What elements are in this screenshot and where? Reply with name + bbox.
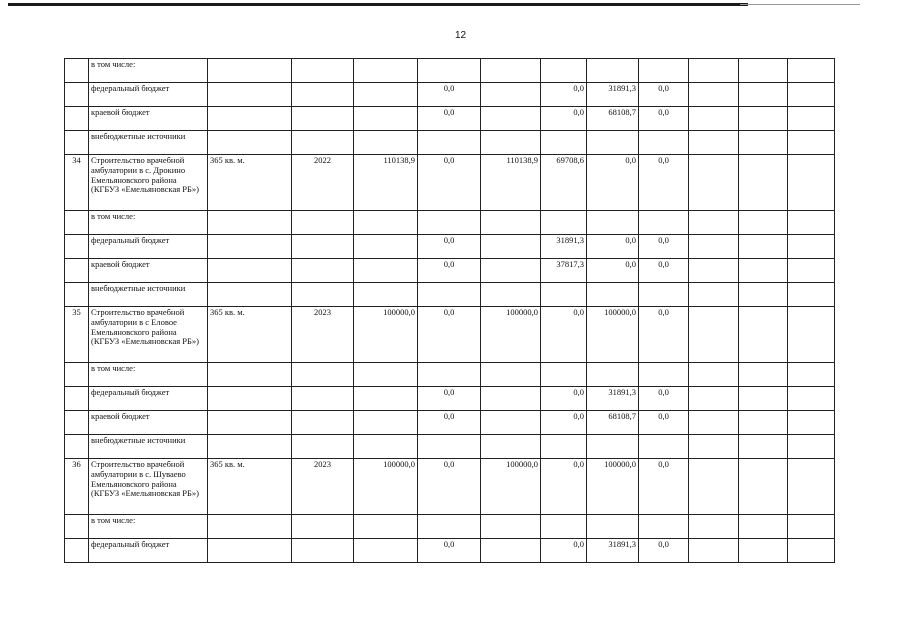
row-capacity — [208, 235, 292, 259]
row-name: федеральный бюджет — [89, 387, 208, 411]
row-value-1: 0,0 — [418, 107, 481, 131]
row-total: 110138,9 — [354, 155, 418, 211]
row-empty-1 — [689, 387, 739, 411]
page-number: 12 — [455, 30, 467, 41]
row-empty-2 — [739, 83, 788, 107]
table-row — [65, 131, 835, 155]
row-capacity — [208, 411, 292, 435]
row-value-5 — [639, 435, 689, 459]
row-value-3: 0,0 — [541, 539, 587, 563]
row-number — [65, 515, 89, 539]
row-capacity — [208, 363, 292, 387]
row-total — [354, 435, 418, 459]
row-empty-1 — [689, 539, 739, 563]
row-value-2 — [481, 59, 541, 83]
row-value-1: 0,0 — [418, 83, 481, 107]
row-empty-2 — [739, 283, 788, 307]
row-value-2 — [481, 283, 541, 307]
row-year — [292, 363, 354, 387]
row-total — [354, 387, 418, 411]
row-empty-3 — [788, 435, 835, 459]
table-row — [65, 363, 835, 387]
row-year — [292, 515, 354, 539]
table-row — [65, 59, 835, 83]
row-name: Строительство врачебной амбулатории в с. Дрокино Емельяновского района (КГБУЗ «Емельяновская РБ») — [89, 155, 208, 211]
row-value-1 — [418, 131, 481, 155]
row-empty-3 — [788, 515, 835, 539]
row-empty-1 — [689, 131, 739, 155]
row-value-4: 100000,0 — [587, 459, 639, 515]
row-empty-3 — [788, 131, 835, 155]
row-name: федеральный бюджет — [89, 539, 208, 563]
row-empty-2 — [739, 59, 788, 83]
row-name: внебюджетные источники — [89, 283, 208, 307]
row-empty-3 — [788, 107, 835, 131]
row-year — [292, 83, 354, 107]
row-empty-3 — [788, 387, 835, 411]
row-number — [65, 59, 89, 83]
row-empty-2 — [739, 363, 788, 387]
row-total — [354, 131, 418, 155]
row-value-5 — [639, 211, 689, 235]
row-name: внебюджетные источники — [89, 435, 208, 459]
row-empty-3 — [788, 539, 835, 563]
row-total: 100000,0 — [354, 459, 418, 515]
row-value-5: 0,0 — [639, 539, 689, 563]
row-capacity — [208, 211, 292, 235]
row-total — [354, 83, 418, 107]
row-value-4 — [587, 131, 639, 155]
table-row — [65, 307, 835, 363]
row-value-4: 31891,3 — [587, 539, 639, 563]
row-value-1 — [418, 363, 481, 387]
row-empty-3 — [788, 307, 835, 363]
row-number — [65, 131, 89, 155]
row-year — [292, 435, 354, 459]
row-year — [292, 259, 354, 283]
row-value-3 — [541, 283, 587, 307]
row-value-4 — [587, 515, 639, 539]
row-capacity — [208, 83, 292, 107]
row-empty-3 — [788, 459, 835, 515]
row-value-4 — [587, 283, 639, 307]
row-value-3 — [541, 59, 587, 83]
row-value-5 — [639, 59, 689, 83]
row-value-5 — [639, 363, 689, 387]
table-row — [65, 411, 835, 435]
row-capacity — [208, 283, 292, 307]
row-number — [65, 363, 89, 387]
row-value-4 — [587, 59, 639, 83]
row-empty-1 — [689, 235, 739, 259]
row-value-5: 0,0 — [639, 459, 689, 515]
row-year — [292, 387, 354, 411]
row-number — [65, 539, 89, 563]
row-value-2 — [481, 539, 541, 563]
row-capacity — [208, 435, 292, 459]
row-number: 35 — [65, 307, 89, 363]
row-value-5: 0,0 — [639, 235, 689, 259]
row-value-4: 68108,7 — [587, 107, 639, 131]
row-number — [65, 211, 89, 235]
row-total — [354, 283, 418, 307]
row-year — [292, 235, 354, 259]
row-name: Строительство врачебной амбулатории в с Еловое Емельяновского района (КГБУЗ «Емельяновская РБ») — [89, 307, 208, 363]
row-value-3: 31891,3 — [541, 235, 587, 259]
row-empty-3 — [788, 59, 835, 83]
row-year: 2023 — [292, 459, 354, 515]
row-empty-3 — [788, 83, 835, 107]
row-value-1 — [418, 211, 481, 235]
row-number: 34 — [65, 155, 89, 211]
row-value-3: 0,0 — [541, 411, 587, 435]
row-number — [65, 235, 89, 259]
row-value-3: 37817,3 — [541, 259, 587, 283]
row-number — [65, 107, 89, 131]
row-empty-1 — [689, 211, 739, 235]
row-name: федеральный бюджет — [89, 235, 208, 259]
row-value-5: 0,0 — [639, 107, 689, 131]
row-value-3: 0,0 — [541, 387, 587, 411]
row-empty-2 — [739, 411, 788, 435]
row-empty-3 — [788, 235, 835, 259]
row-value-3: 0,0 — [541, 307, 587, 363]
row-value-2 — [481, 259, 541, 283]
row-value-3 — [541, 131, 587, 155]
row-value-5: 0,0 — [639, 387, 689, 411]
row-empty-2 — [739, 387, 788, 411]
row-value-2: 100000,0 — [481, 459, 541, 515]
row-empty-2 — [739, 155, 788, 211]
row-empty-1 — [689, 59, 739, 83]
row-number: 36 — [65, 459, 89, 515]
row-total — [354, 411, 418, 435]
row-capacity — [208, 515, 292, 539]
row-capacity: 365 кв. м. — [208, 459, 292, 515]
row-value-5 — [639, 283, 689, 307]
table-row — [65, 259, 835, 283]
row-value-3: 0,0 — [541, 459, 587, 515]
row-value-5: 0,0 — [639, 83, 689, 107]
row-total: 100000,0 — [354, 307, 418, 363]
row-value-2 — [481, 363, 541, 387]
row-empty-2 — [739, 435, 788, 459]
row-empty-3 — [788, 363, 835, 387]
row-empty-3 — [788, 211, 835, 235]
row-value-4: 0,0 — [587, 235, 639, 259]
row-empty-3 — [788, 155, 835, 211]
row-empty-2 — [739, 211, 788, 235]
row-empty-3 — [788, 259, 835, 283]
row-name: федеральный бюджет — [89, 83, 208, 107]
scan-top-edge-faint — [740, 4, 860, 5]
row-value-2 — [481, 211, 541, 235]
row-value-1 — [418, 59, 481, 83]
row-value-5: 0,0 — [639, 411, 689, 435]
row-value-1 — [418, 435, 481, 459]
row-year — [292, 59, 354, 83]
row-year: 2023 — [292, 307, 354, 363]
row-name: в том числе: — [89, 59, 208, 83]
row-value-1: 0,0 — [418, 539, 481, 563]
row-value-2 — [481, 107, 541, 131]
row-name: Строительство врачебной амбулатории в с. Шуваево Емельяновского района (КГБУЗ «Емельяновская РБ») — [89, 459, 208, 515]
row-total — [354, 259, 418, 283]
table-row — [65, 155, 835, 211]
table-row — [65, 539, 835, 563]
row-total — [354, 211, 418, 235]
row-name: краевой бюджет — [89, 107, 208, 131]
row-value-4: 31891,3 — [587, 387, 639, 411]
row-empty-2 — [739, 307, 788, 363]
row-year — [292, 211, 354, 235]
row-empty-1 — [689, 83, 739, 107]
row-year — [292, 283, 354, 307]
row-value-4: 0,0 — [587, 155, 639, 211]
table-row — [65, 235, 835, 259]
row-empty-1 — [689, 155, 739, 211]
row-capacity — [208, 539, 292, 563]
scan-top-edge — [8, 3, 748, 6]
row-capacity — [208, 59, 292, 83]
row-value-2: 110138,9 — [481, 155, 541, 211]
row-value-3 — [541, 363, 587, 387]
table-row — [65, 387, 835, 411]
row-empty-1 — [689, 435, 739, 459]
row-name: краевой бюджет — [89, 411, 208, 435]
table-row — [65, 107, 835, 131]
row-value-4 — [587, 435, 639, 459]
row-empty-2 — [739, 259, 788, 283]
row-empty-3 — [788, 411, 835, 435]
row-value-4: 0,0 — [587, 259, 639, 283]
row-value-5 — [639, 515, 689, 539]
row-empty-1 — [689, 363, 739, 387]
table-row — [65, 283, 835, 307]
row-value-5 — [639, 131, 689, 155]
row-name: в том числе: — [89, 515, 208, 539]
row-total — [354, 235, 418, 259]
row-name: в том числе: — [89, 363, 208, 387]
row-value-4 — [587, 363, 639, 387]
row-empty-2 — [739, 459, 788, 515]
row-empty-2 — [739, 131, 788, 155]
row-number — [65, 411, 89, 435]
row-value-2 — [481, 131, 541, 155]
row-value-3 — [541, 435, 587, 459]
row-value-4: 68108,7 — [587, 411, 639, 435]
row-value-4: 31891,3 — [587, 83, 639, 107]
row-empty-2 — [739, 539, 788, 563]
row-name: в том числе: — [89, 211, 208, 235]
row-value-1: 0,0 — [418, 387, 481, 411]
row-capacity: 365 кв. м. — [208, 307, 292, 363]
row-value-2 — [481, 515, 541, 539]
row-value-2 — [481, 435, 541, 459]
row-value-2 — [481, 387, 541, 411]
row-number — [65, 387, 89, 411]
table-row — [65, 435, 835, 459]
row-number — [65, 283, 89, 307]
row-value-5: 0,0 — [639, 259, 689, 283]
row-value-2 — [481, 235, 541, 259]
row-year — [292, 131, 354, 155]
row-number — [65, 435, 89, 459]
row-number — [65, 259, 89, 283]
row-capacity — [208, 131, 292, 155]
row-value-1: 0,0 — [418, 411, 481, 435]
table-row — [65, 83, 835, 107]
row-value-3 — [541, 211, 587, 235]
row-value-3: 69708,6 — [541, 155, 587, 211]
row-empty-1 — [689, 307, 739, 363]
row-name: краевой бюджет — [89, 259, 208, 283]
row-value-1: 0,0 — [418, 307, 481, 363]
row-empty-2 — [739, 515, 788, 539]
row-total — [354, 363, 418, 387]
row-value-4: 100000,0 — [587, 307, 639, 363]
row-value-1: 0,0 — [418, 259, 481, 283]
row-value-3: 0,0 — [541, 107, 587, 131]
row-value-5: 0,0 — [639, 307, 689, 363]
row-number — [65, 83, 89, 107]
table-row — [65, 515, 835, 539]
row-value-1: 0,0 — [418, 235, 481, 259]
row-value-1: 0,0 — [418, 459, 481, 515]
row-capacity — [208, 259, 292, 283]
row-empty-3 — [788, 283, 835, 307]
row-capacity — [208, 107, 292, 131]
row-empty-1 — [689, 283, 739, 307]
row-capacity: 365 кв. м. — [208, 155, 292, 211]
row-capacity — [208, 387, 292, 411]
row-total — [354, 515, 418, 539]
row-empty-2 — [739, 235, 788, 259]
row-total — [354, 107, 418, 131]
row-value-5: 0,0 — [639, 155, 689, 211]
row-year: 2022 — [292, 155, 354, 211]
row-value-4 — [587, 211, 639, 235]
row-empty-2 — [739, 107, 788, 131]
row-value-1 — [418, 515, 481, 539]
row-year — [292, 411, 354, 435]
row-empty-1 — [689, 411, 739, 435]
row-value-3 — [541, 515, 587, 539]
budget-table — [64, 58, 835, 563]
row-value-1: 0,0 — [418, 155, 481, 211]
row-value-2: 100000,0 — [481, 307, 541, 363]
row-empty-1 — [689, 515, 739, 539]
row-value-3: 0,0 — [541, 83, 587, 107]
row-year — [292, 107, 354, 131]
row-name: внебюджетные источники — [89, 131, 208, 155]
row-total — [354, 59, 418, 83]
row-year — [292, 539, 354, 563]
row-empty-1 — [689, 459, 739, 515]
row-value-2 — [481, 411, 541, 435]
table-row — [65, 459, 835, 515]
row-value-2 — [481, 83, 541, 107]
row-empty-1 — [689, 259, 739, 283]
table-row — [65, 211, 835, 235]
row-total — [354, 539, 418, 563]
row-empty-1 — [689, 107, 739, 131]
row-value-1 — [418, 283, 481, 307]
